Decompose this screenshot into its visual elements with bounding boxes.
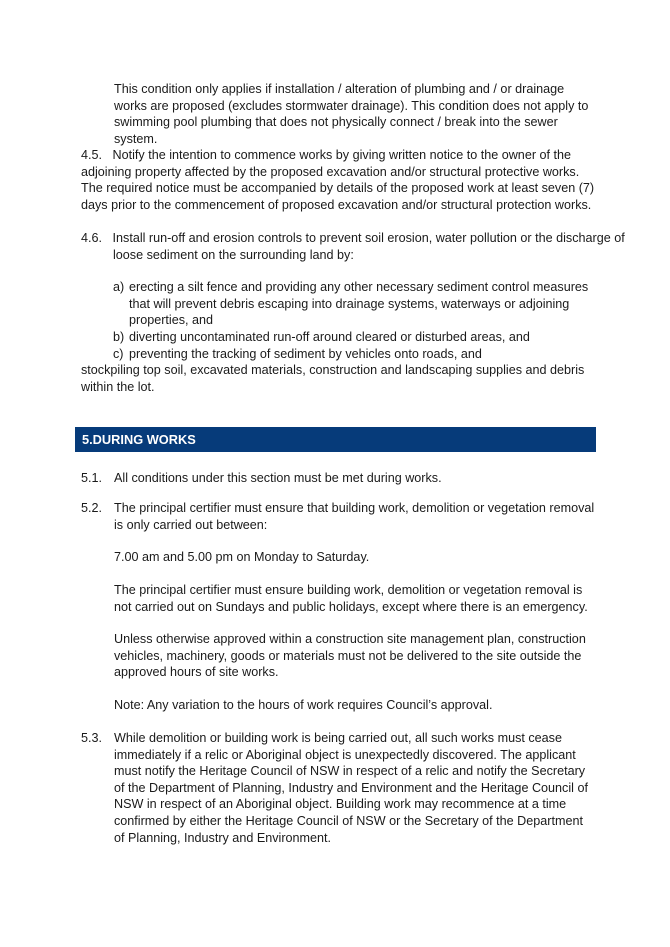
condition-4-5 [81,147,596,213]
condition-4-6 [81,230,628,263]
condition-5-2-deliveries: Unless otherwise approved within a construction site management plan, construction vehicles, machinery, goods or materials must not be delivered to the site outside the approved hours of site works. [114,632,586,680]
condition-5-3-text: While demolition or building work is being carried out, all such works must cease immediately if a relic or Aboriginal object is unexpectedly discovered. The applicant must notify the Heritage Council of NSW in respect of a relic and notify the Secretary of the Department of Planning, Industry and Environment and the Heritage Council of NSW in respect of an Aboriginal object. Building work may recommence at a time confirmed by either the Heritage Council of NSW or the Secretary of the Department of Planning, Industry and Environment. [114,731,588,845]
condition-4-6-text: Install run-off and erosion controls to prevent soil erosion, water pollution or the discharge of loose sediment on the surrounding land by: [112,231,625,262]
condition-5-1-number: 5.1. [81,471,103,485]
list-item-letter: c) [113,347,124,361]
condition-4-5-number: 4.5. [81,148,103,162]
list-item-letter: a) [113,280,125,294]
list-item-text: diverting uncontaminated run-off around cleared or disturbed areas, and [129,330,530,344]
condition-5-2-number: 5.2. [81,501,103,515]
intro-condition-paragraph: This condition only applies if installation / alteration of plumbing and / or drainage works are proposed (excludes stormwater drainage). This condition does not apply to swimming pool plumbing that does not physically connect / break into the sewer system. [114,82,589,146]
list-item-text: preventing the tracking of sediment by vehicles onto roads, and [129,347,482,361]
section-heading-during-works: 5.DURING WORKS [75,427,596,452]
condition-4-6-trailing: stockpiling top soil, excavated materials, construction and landscaping supplies and debris within the lot. [81,363,585,394]
condition-5-1-text: All conditions under this section must be met during works. [114,471,442,485]
condition-5-2-hours: 7.00 am and 5.00 pm on Monday to Saturday. [114,550,370,564]
condition-5-2-sundays: The principal certifier must ensure building work, demolition or vegetation removal is not carried out on Sundays and public holidays, except where there is an emergency. [114,583,588,614]
condition-4-5-text: Notify the intention to commence works by giving written notice to the owner of the adjoining property affected by the proposed excavation and/or structural protective works. The required notice must be accompanied by details of the proposed work at least seven (7) days prior to the commencement of proposed excavation and/or structural protection works. [81,148,595,212]
condition-4-6-number: 4.6. [81,231,103,245]
list-item-letter: b) [113,330,125,344]
list-item-text: erecting a silt fence and providing any other necessary sediment control measures that will prevent debris escaping into drainage systems, waterways or adjoining properties, and [129,280,589,328]
condition-5-2-note: Note: Any variation to the hours of work requires Council’s approval. [114,698,493,712]
condition-5-2-text: The principal certifier must ensure that building work, demolition or vegetation removal is only carried out between: [114,501,595,532]
condition-5-3-number: 5.3. [81,731,103,745]
